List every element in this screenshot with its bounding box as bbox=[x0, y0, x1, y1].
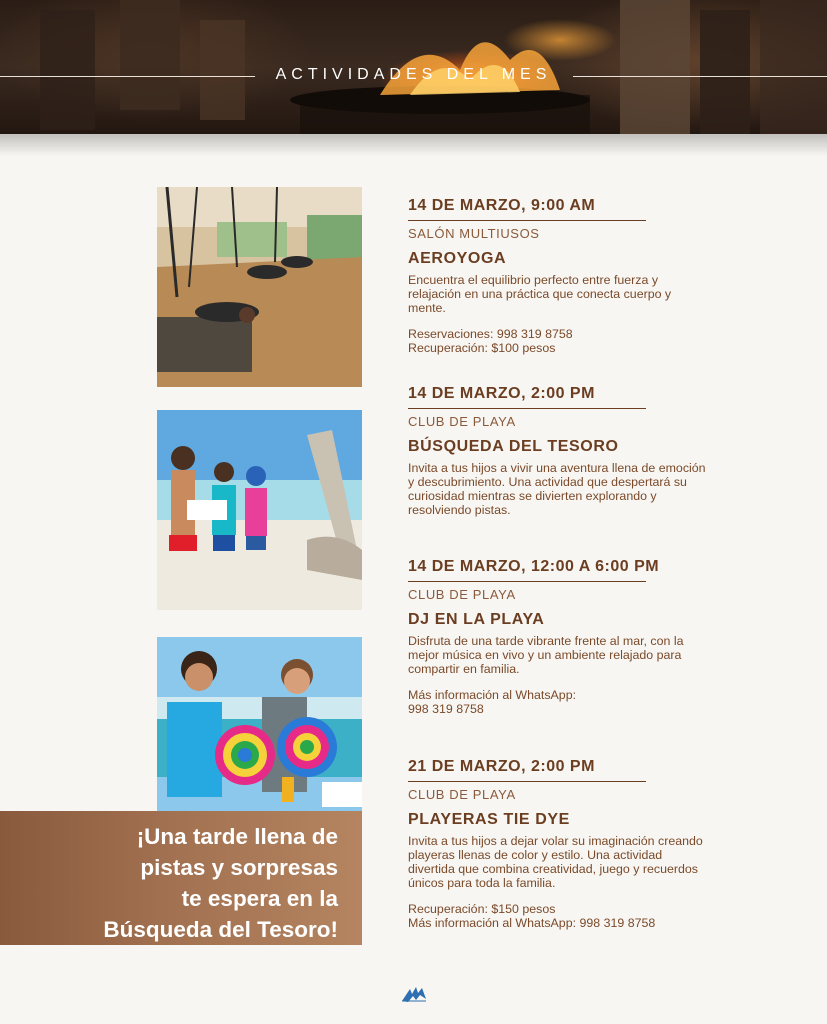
event-date: 14 DE MARZO, 2:00 PM bbox=[408, 385, 646, 409]
event-description: Disfruta de una tarde vibrante frente al mar, con la mejor música en vivo y un ambiente relajado para compartir en familia. bbox=[408, 634, 684, 676]
event-date: 21 DE MARZO, 2:00 PM bbox=[408, 758, 646, 782]
event-venue: CLUB DE PLAYA bbox=[408, 787, 516, 802]
event-extra bbox=[408, 327, 718, 355]
event-venue: CLUB DE PLAYA bbox=[408, 587, 516, 602]
event-date: 14 DE MARZO, 12:00 A 6:00 PM bbox=[408, 558, 646, 582]
event-treasure-hunt bbox=[408, 385, 718, 517]
event-description: Invita a tus hijos a vivir una aventura llena de emoción y descubrimiento. Una actividad que despertará su curiosidad mientras se divierten explorando y resolviendo pistas. bbox=[408, 461, 706, 517]
promo-box bbox=[0, 811, 362, 945]
event-reservations: Reservaciones: 998 319 8758 bbox=[408, 327, 573, 341]
promo-line: Búsqueda del Tesoro! bbox=[103, 917, 338, 942]
event-venue: CLUB DE PLAYA bbox=[408, 414, 516, 429]
promo-line: ¡Una tarde llena de bbox=[136, 824, 338, 849]
event-aeroyoga bbox=[408, 197, 718, 355]
event-name: DJ EN LA PLAYA bbox=[408, 611, 545, 628]
event-whatsapp: Más información al WhatsApp: 998 319 8758 bbox=[408, 916, 656, 930]
aeroyoga-photo bbox=[157, 187, 362, 387]
event-date: 14 DE MARZO, 9:00 AM bbox=[408, 197, 646, 221]
event-extra bbox=[408, 688, 718, 716]
event-fee: Recuperación: $100 pesos bbox=[408, 341, 556, 355]
event-whatsapp-label: Más información al WhatsApp: bbox=[408, 688, 577, 702]
treasure-hunt-photo bbox=[157, 410, 362, 610]
page-title: ACTIVIDADES DEL MES bbox=[275, 66, 552, 83]
event-name: AEROYOGA bbox=[408, 250, 507, 267]
event-venue: SALÓN MULTIUSOS bbox=[408, 226, 540, 241]
event-name: PLAYERAS TIE DYE bbox=[408, 811, 570, 828]
tie-dye-photo bbox=[157, 637, 362, 812]
promo-line: pistas y sorpresas bbox=[140, 855, 338, 880]
header-banner bbox=[0, 0, 827, 134]
event-whatsapp-number: 998 319 8758 bbox=[408, 702, 484, 716]
event-fee: Recuperación: $150 pesos bbox=[408, 902, 556, 916]
event-name: BÚSQUEDA DEL TESORO bbox=[408, 438, 619, 455]
event-description: Encuentra el equilibrio perfecto entre fuerza y relajación en una práctica que conecta cuerpo y mente. bbox=[408, 273, 672, 315]
banner-shadow bbox=[0, 134, 827, 156]
event-dj-beach bbox=[408, 558, 718, 716]
promo-line: te espera en la bbox=[181, 886, 338, 911]
event-description: Invita a tus hijos a dejar volar su imaginación creando playeras llenas de color y estilo. Una actividad divertida que combina creatividad, juego y recuerdos únicos para toda la familia. bbox=[408, 834, 703, 890]
event-extra bbox=[408, 902, 718, 930]
brand-logo-icon bbox=[400, 985, 428, 1003]
event-tie-dye bbox=[408, 758, 718, 930]
